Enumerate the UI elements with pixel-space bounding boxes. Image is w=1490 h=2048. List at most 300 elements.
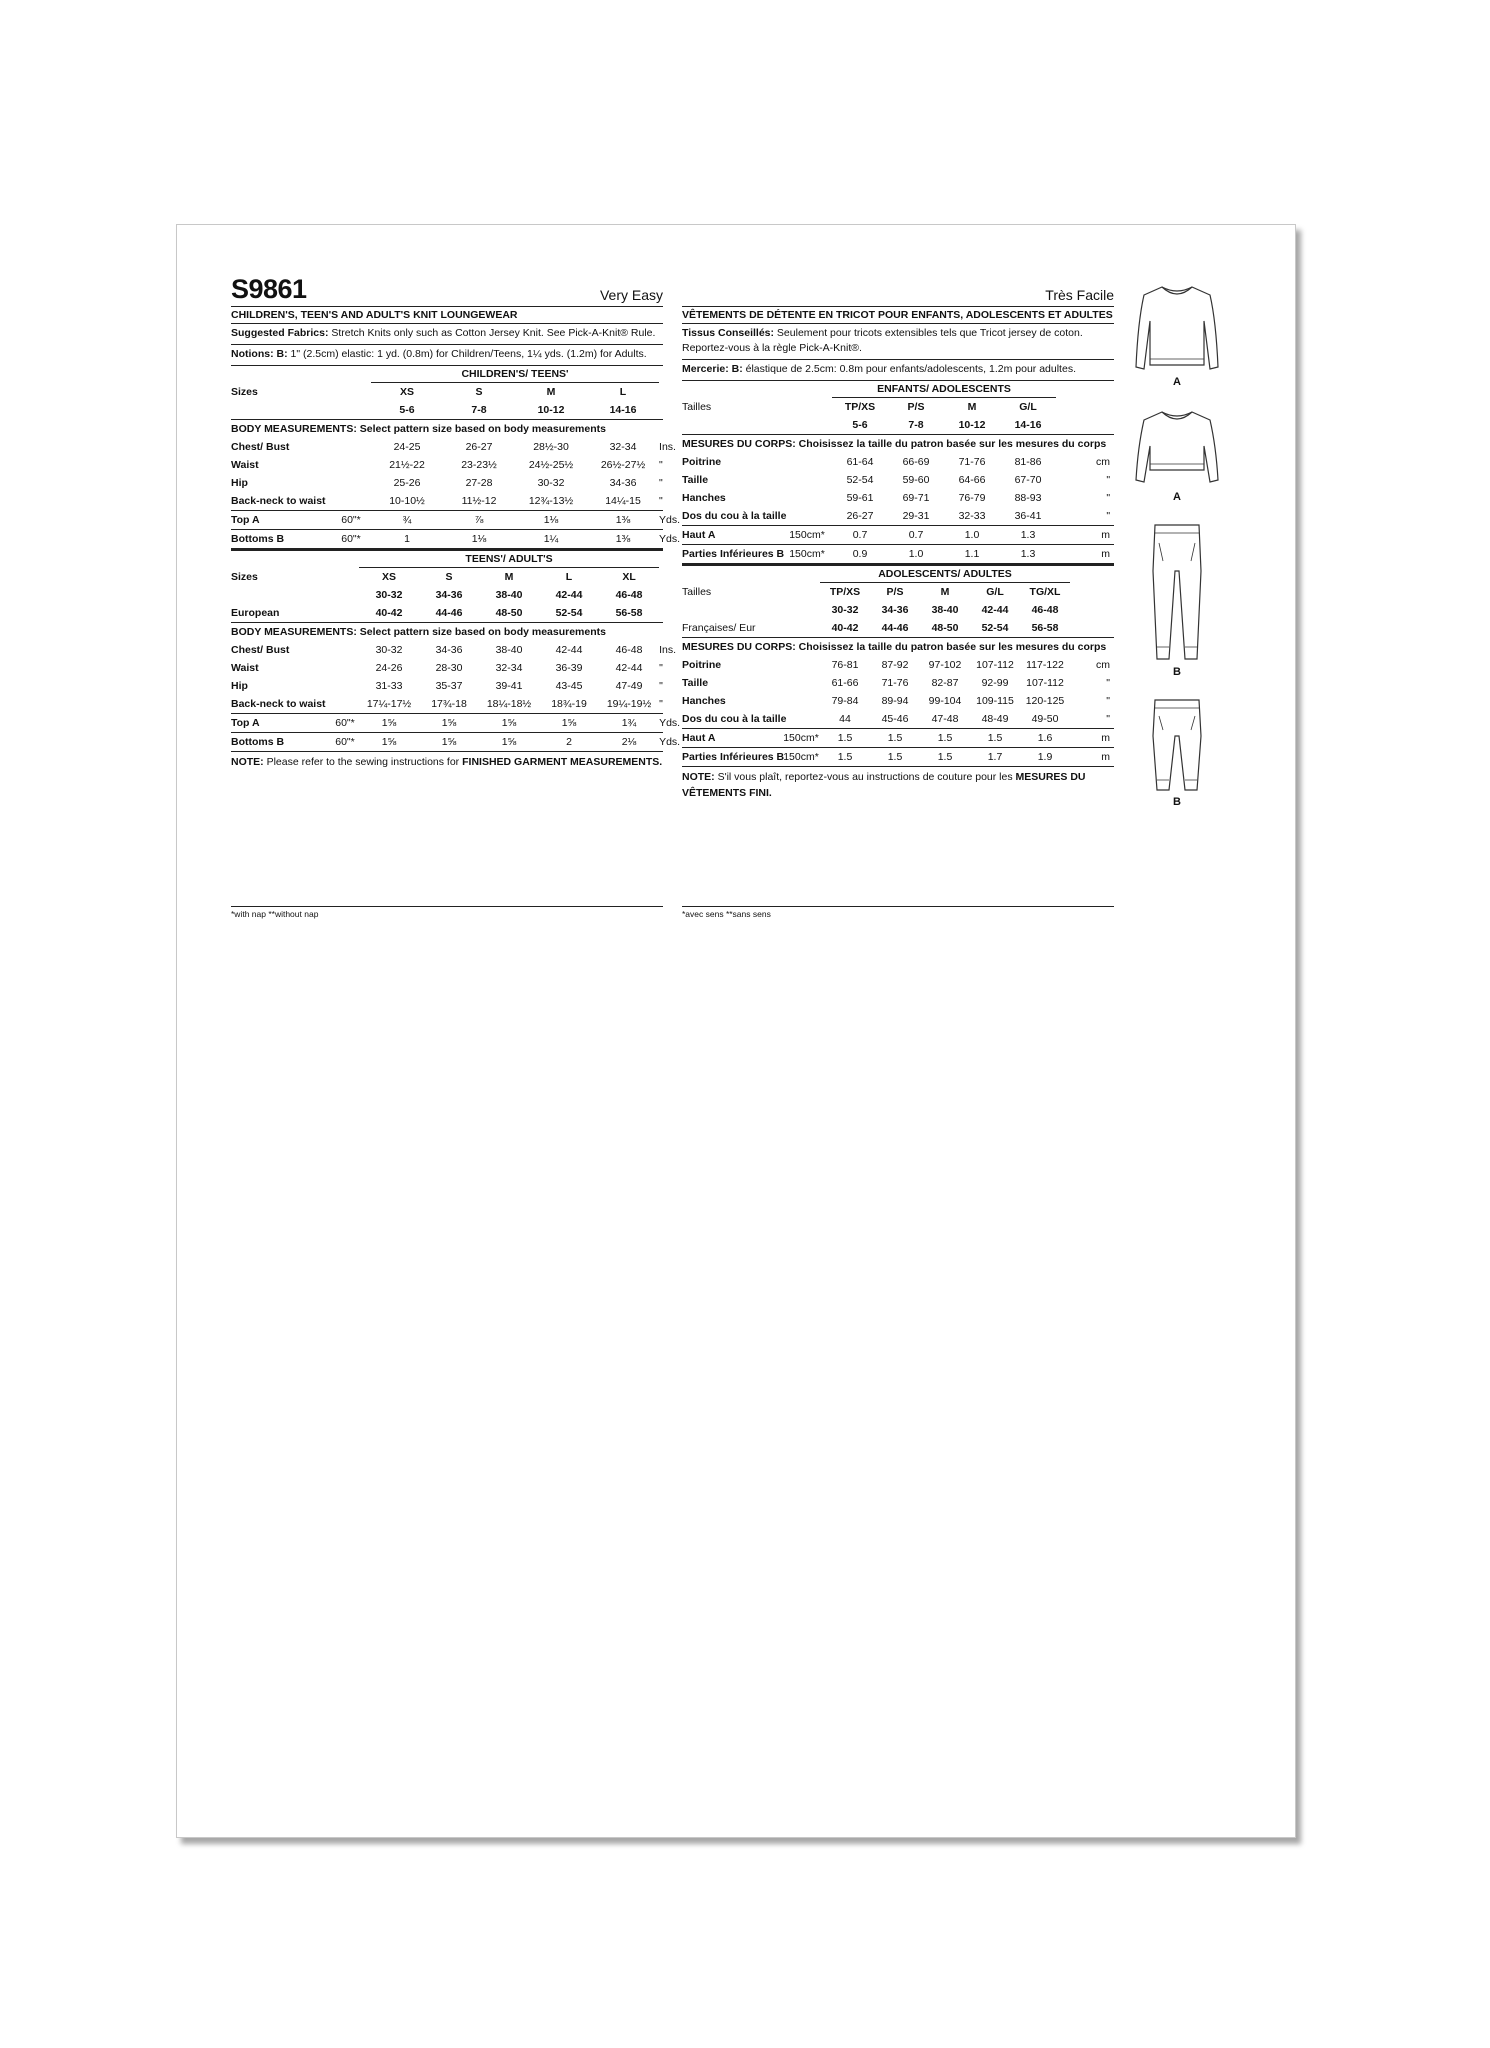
table-cell: 1.9: [1020, 748, 1070, 767]
suggested-fabrics: [231, 324, 663, 345]
table-row: [682, 526, 1114, 545]
text-fragment: Suggested Fabrics:: [231, 327, 329, 339]
footnote: *avec sens **sans sens: [682, 906, 1114, 919]
table-cell: 79-84: [831, 695, 859, 707]
table-row: [682, 545, 1114, 565]
table-cell: 26½-27½: [600, 459, 646, 471]
english-column: [231, 274, 681, 919]
group-header: CHILDREN'S/ TEENS': [371, 366, 659, 383]
table-cell: 87-92: [881, 659, 909, 671]
table-cell: 117-122: [1026, 659, 1064, 671]
garment-sketches: [1127, 281, 1227, 826]
table-row: [682, 566, 1114, 583]
text-fragment: 1" (2.5cm) elastic: 1 yd. (0.8m) for Children/Teens, 1¼ yds. (1.2m) for Adults.: [287, 348, 647, 360]
table-cell: 1: [371, 530, 443, 550]
table-row: [682, 674, 1114, 692]
table-cell: TG/XL: [1029, 586, 1061, 598]
table-cell: P/S: [907, 401, 925, 413]
suggested-fabrics: [682, 324, 1114, 360]
table-cell: 46-48: [1031, 604, 1059, 616]
table-cell: 5-6: [371, 401, 443, 420]
table-cell: 42-44: [615, 662, 643, 674]
table-cell: 10-12: [944, 416, 1000, 435]
table-cell: 42-44: [555, 644, 583, 656]
pattern-envelope-back: [176, 224, 1296, 1838]
table-cell: 45-46: [870, 710, 920, 729]
table-cell: 47-48: [920, 710, 970, 729]
table-cell: ": [1106, 492, 1111, 504]
sketch-top-a-long: [1127, 281, 1227, 388]
text-fragment: Seulement pour tricots extensibles tels que Tricot jersey de coton. Reportez-vous à la règle Pick-A-Knit®.: [682, 327, 1083, 354]
table-cell: 92-99: [981, 677, 1009, 689]
table-cell: ": [659, 662, 663, 674]
table-cell: m: [1070, 748, 1114, 767]
french-column: [682, 275, 1114, 919]
table-cell: ": [659, 492, 663, 511]
table-cell: 89-94: [881, 695, 909, 707]
table-cell: 150cm*: [782, 526, 832, 545]
table-cell: 36-41: [1000, 507, 1056, 526]
table-row: [231, 474, 663, 492]
table-cell: 107-112: [976, 659, 1014, 671]
table-cell: 40-42: [359, 604, 419, 623]
table-cell: 81-86: [1014, 456, 1042, 468]
text-fragment: B: [1173, 796, 1181, 808]
table-cell: Hip: [231, 680, 248, 692]
table-row: [682, 489, 1114, 507]
group-header: TEENS'/ ADULT'S: [359, 551, 659, 568]
table-cell: 109-115: [976, 695, 1014, 707]
table-row: [231, 366, 663, 383]
table-cell: 59-61: [846, 492, 874, 504]
table-cell: 71-76: [881, 677, 909, 689]
table-cell: XL: [622, 571, 636, 583]
table-cell: Parties Inférieures B: [682, 545, 782, 565]
table-row: [682, 656, 1114, 674]
table-cell: 36-39: [555, 662, 583, 674]
group-header: ADOLESCENTS/ ADULTES: [820, 566, 1070, 583]
table-cell: 31-33: [375, 680, 403, 692]
table-row: [682, 453, 1114, 471]
table-cell: m: [1070, 729, 1114, 748]
table-cell: Sizes: [231, 385, 258, 398]
note: [682, 767, 1114, 801]
table-cell: L: [619, 386, 627, 398]
table-cell: XS: [399, 386, 414, 398]
table-cell: 1.6: [1020, 729, 1070, 748]
table-row: [682, 619, 1114, 638]
table-cell: Haut A: [682, 526, 782, 545]
table-cell: M: [967, 401, 977, 413]
table-cell: 26-27: [832, 507, 888, 526]
table-cell: 26-27: [465, 441, 493, 453]
table-cell: TP/XS: [829, 586, 861, 598]
table-row: [231, 551, 663, 568]
table-cell: 14-16: [1000, 416, 1056, 435]
text-fragment: élastique de 2.5cm: 0.8m pour enfants/adolescents, 1.2m pour adultes.: [742, 363, 1076, 375]
table-cell: 46-48: [615, 644, 643, 656]
table-cell: Sizes: [231, 570, 258, 583]
table-cell: 60"*: [331, 511, 371, 530]
table-cell: M: [504, 571, 514, 583]
table-row: [682, 601, 1114, 619]
text-fragment: NOTE:: [231, 756, 264, 768]
table-cell: 18¾-19: [539, 695, 599, 714]
text-fragment: S'il vous plaît, reportez-vous au instructions de couture pour les: [714, 771, 1016, 783]
table-cell: 67-70: [1014, 474, 1042, 486]
table-cell: M: [940, 586, 950, 598]
table-row: [682, 381, 1114, 398]
table-cell: m: [1056, 545, 1114, 565]
sketch-bottoms-b-long: [1127, 521, 1227, 678]
table-cell: Taille: [682, 677, 709, 689]
table-cell: Hanches: [682, 695, 726, 707]
table-cell: ": [659, 459, 663, 471]
table-cell: S: [475, 386, 483, 398]
table-cell: 1⅝: [359, 733, 419, 752]
table-cell: 28½-30: [533, 441, 569, 453]
table-cell: 1.5: [920, 729, 970, 748]
text-fragment: B: [1173, 666, 1181, 678]
table-cell: 48-50: [479, 604, 539, 623]
table-cell: Yds.: [659, 530, 663, 550]
table-cell: 34-36: [435, 644, 463, 656]
table-cell: 30-32: [537, 477, 565, 489]
table-cell: 42-44: [981, 604, 1009, 616]
table-cell: 14-16: [587, 401, 659, 420]
table-cell: 60"*: [331, 733, 359, 752]
table-row: [682, 435, 1114, 454]
table-cell: 34-36: [881, 604, 909, 616]
table-cell: Haut A: [682, 729, 782, 748]
table-cell: 150cm*: [782, 545, 832, 565]
table-cell: 150cm*: [782, 729, 820, 748]
table-cell: 34-36: [435, 589, 463, 601]
table-cell: ¾: [371, 511, 443, 530]
table-cell: TP/XS: [844, 401, 876, 413]
table-cell: 88-93: [1014, 492, 1042, 504]
table-row: [231, 677, 663, 695]
sweatshirt-long-drawing: [1132, 281, 1222, 376]
table-cell: Hanches: [682, 492, 726, 504]
table-cell: 1.0: [888, 545, 944, 565]
table-cell: 1⅜: [587, 511, 659, 530]
table-cell: 1¼: [515, 530, 587, 550]
table-cell: Back-neck to waist: [231, 492, 331, 511]
table-cell: 49-50: [1020, 710, 1070, 729]
table-cell: Parties Inférieures B: [682, 748, 782, 767]
table-cell: 24-25: [393, 441, 421, 453]
table-cell: 1.5: [820, 748, 870, 767]
table-cell: 27-28: [465, 477, 493, 489]
sweatshirt-short-drawing: [1132, 406, 1222, 491]
table-cell: ": [1106, 677, 1110, 689]
table-cell: ": [1070, 710, 1114, 729]
table-row: [231, 511, 663, 530]
table-row: [231, 659, 663, 677]
table-row: [231, 714, 663, 733]
table-cell: 1.5: [920, 748, 970, 767]
size-table-adults: [682, 566, 1114, 767]
table-cell: 60"*: [331, 530, 371, 550]
sketch-bottoms-b-short: [1127, 696, 1227, 808]
pattern-title: VÊTEMENTS DE DÉTENTE EN TRICOT POUR ENFANTS, ADOLESCENTS ET ADULTES: [682, 306, 1114, 324]
table-row: [231, 604, 663, 623]
table-row: [682, 583, 1114, 602]
notions: [682, 360, 1114, 381]
table-cell: 30-32: [375, 589, 403, 601]
table-cell: ": [659, 695, 663, 714]
table-cell: 2: [539, 733, 599, 752]
table-cell: 61-66: [831, 677, 859, 689]
table-cell: 69-71: [902, 492, 930, 504]
text-fragment: MESURES DU VÊTEMENTS FINI.: [682, 771, 1086, 799]
table-cell: Back-neck to waist: [231, 695, 331, 714]
table-cell: ": [1106, 695, 1110, 707]
table-cell: 56-58: [1020, 619, 1070, 638]
table-row: [682, 729, 1114, 748]
table-cell: 48-49: [970, 710, 1020, 729]
table-cell: ": [1056, 507, 1114, 526]
table-cell: 42-44: [555, 589, 583, 601]
table-cell: Yds.: [659, 733, 663, 752]
table-cell: 1.5: [970, 729, 1020, 748]
table-cell: 11½-12: [443, 492, 515, 511]
table-cell: 35-37: [435, 680, 463, 692]
table-cell: 28-30: [435, 662, 463, 674]
table-cell: 99-104: [928, 695, 962, 707]
table-cell: 1⅛: [515, 511, 587, 530]
table-cell: 10-12: [515, 401, 587, 420]
table-cell: 38-40: [495, 589, 523, 601]
table-cell: M: [546, 386, 556, 398]
table-cell: 46-48: [615, 589, 643, 601]
table-cell: 56-58: [599, 604, 659, 623]
text-fragment: A: [1173, 491, 1181, 503]
table-cell: G/L: [986, 586, 1004, 598]
table-row: [231, 586, 663, 604]
table-cell: cm: [1096, 456, 1111, 468]
table-cell: 7-8: [888, 416, 944, 435]
table-cell: Ins.: [659, 644, 676, 656]
table-row: [231, 733, 663, 752]
table-cell: 76-81: [831, 659, 859, 671]
table-cell: 48-50: [920, 619, 970, 638]
size-table-adults: [231, 551, 681, 752]
table-cell: 0.9: [832, 545, 888, 565]
table-cell: 5-6: [832, 416, 888, 435]
table-cell: 32-33: [944, 507, 1000, 526]
text-fragment: NOTE:: [682, 771, 715, 783]
table-cell: ": [1106, 474, 1111, 486]
table-cell: 21½-22: [389, 459, 425, 471]
text-fragment: Mercerie: B:: [682, 363, 743, 375]
table-cell: 1.5: [870, 748, 920, 767]
table-row: [231, 438, 663, 456]
table-row: [231, 623, 663, 642]
table-row: [682, 398, 1114, 417]
table-cell: 40-42: [820, 619, 870, 638]
table-cell: 71-76: [958, 456, 986, 468]
table-row: [682, 748, 1114, 767]
table-cell: Hip: [231, 477, 248, 489]
table-cell: 7-8: [443, 401, 515, 420]
text-fragment: Notions: B:: [231, 348, 288, 360]
note: [231, 752, 663, 770]
body-measurements-heading: MESURES DU CORPS: Choisissez la taille du patron basée sur les mesures du corps: [682, 641, 1107, 653]
table-cell: 2⅛: [599, 733, 659, 752]
table-cell: 1⅝: [479, 714, 539, 733]
table-cell: 29-31: [888, 507, 944, 526]
table-cell: 25-26: [393, 477, 421, 489]
table-row: [231, 530, 663, 550]
table-row: [682, 710, 1114, 729]
table-row: [231, 695, 663, 714]
sketch-top-a-short: [1127, 406, 1227, 503]
table-cell: Taille: [682, 474, 709, 486]
table-cell: 32-34: [495, 662, 523, 674]
pattern-title: CHILDREN'S, TEEN'S AND ADULT'S KNIT LOUNGEWEAR: [231, 306, 663, 324]
footnote: *with nap **without nap: [231, 906, 663, 919]
body-measurements-heading: BODY MEASUREMENTS: Select pattern size based on body measurements: [231, 626, 606, 638]
table-cell: ": [659, 680, 663, 692]
table-cell: 44-46: [419, 604, 479, 623]
table-row: [682, 471, 1114, 489]
difficulty: Très Facile: [1045, 287, 1114, 303]
table-cell: 76-79: [958, 492, 986, 504]
table-cell: 52-54: [970, 619, 1020, 638]
table-cell: Tailles: [682, 400, 712, 413]
table-cell: 44: [820, 710, 870, 729]
table-cell: 1⅝: [539, 714, 599, 733]
table-cell: 47-49: [615, 680, 643, 692]
table-cell: 10-10½: [371, 492, 443, 511]
size-table-children: [682, 381, 1114, 566]
table-cell: 17¾-18: [419, 695, 479, 714]
table-cell: S: [445, 571, 453, 583]
body-measurements-heading: BODY MEASUREMENTS: Select pattern size based on body measurements: [231, 423, 606, 435]
difficulty: Very Easy: [599, 287, 663, 303]
table-cell: 0.7: [832, 526, 888, 545]
table-cell: 24-26: [375, 662, 403, 674]
table-cell: 1.7: [970, 748, 1020, 767]
table-cell: m: [1056, 526, 1114, 545]
table-row: [682, 692, 1114, 710]
table-cell: 43-45: [555, 680, 583, 692]
table-cell: 1¾: [599, 714, 659, 733]
joggers-long-drawing: [1147, 521, 1207, 666]
table-cell: Poitrine: [682, 659, 722, 671]
table-cell: cm: [1096, 659, 1110, 671]
table-cell: Dos du cou à la taille: [682, 507, 782, 526]
table-cell: Top A: [231, 714, 331, 733]
table-cell: 1.5: [820, 729, 870, 748]
text-fragment: A: [1173, 376, 1181, 388]
table-cell: 39-41: [495, 680, 523, 692]
table-cell: 1.3: [1000, 526, 1056, 545]
table-cell: 30-32: [831, 604, 859, 616]
table-cell: 97-102: [928, 659, 962, 671]
table-row: [231, 383, 663, 402]
table-cell: Tailles: [682, 585, 712, 598]
table-cell: 38-40: [931, 604, 959, 616]
size-table-children: [231, 366, 681, 551]
table-cell: Bottoms B: [231, 733, 331, 752]
table-cell: 32-34: [609, 441, 637, 453]
table-cell: 64-66: [958, 474, 986, 486]
table-cell: 12¾-13½: [515, 492, 587, 511]
table-cell: 1⅝: [419, 733, 479, 752]
table-cell: 1⅝: [479, 733, 539, 752]
table-cell: 0.7: [888, 526, 944, 545]
table-cell: 107-112: [1026, 677, 1064, 689]
table-cell: Waist: [231, 459, 259, 471]
group-header: ENFANTS/ ADOLESCENTS: [832, 381, 1056, 398]
text-fragment: Stretch Knits only such as Cotton Jersey Knit. See Pick-A-Knit® Rule.: [328, 327, 656, 339]
table-cell: XS: [381, 571, 396, 583]
table-cell: 19¼-19½: [599, 695, 659, 714]
table-row: [682, 507, 1114, 526]
table-cell: Top A: [231, 511, 331, 530]
table-cell: 23-23½: [461, 459, 497, 471]
table-row: [231, 641, 663, 659]
table-cell: ⅞: [443, 511, 515, 530]
table-cell: 17¼-17½: [359, 695, 419, 714]
table-cell: P/S: [886, 586, 904, 598]
table-cell: 1.5: [870, 729, 920, 748]
pattern-number: S9861: [231, 274, 307, 304]
table-row: [231, 568, 663, 587]
table-cell: 66-69: [902, 456, 930, 468]
table-cell: Bottoms B: [231, 530, 331, 550]
notions: [231, 345, 663, 366]
table-cell: Waist: [231, 662, 259, 674]
table-cell: Ins.: [659, 441, 676, 453]
table-cell: G/L: [1019, 401, 1037, 413]
table-cell: 60"*: [331, 714, 359, 733]
table-cell: 1⅜: [587, 530, 659, 550]
table-cell: 34-36: [609, 477, 637, 489]
table-cell: 24½-25½: [528, 459, 574, 471]
table-cell: Chest/ Bust: [231, 441, 290, 453]
table-cell: 120-125: [1025, 695, 1065, 707]
text-fragment: Tissus Conseillés:: [682, 327, 775, 339]
table-cell: 59-60: [902, 474, 930, 486]
table-cell: 1⅝: [419, 714, 479, 733]
table-cell: Françaises/ Eur: [682, 619, 782, 638]
table-cell: 38-40: [495, 644, 523, 656]
table-cell: Chest/ Bust: [231, 644, 290, 656]
table-cell: 52-54: [846, 474, 874, 486]
text-fragment: Please refer to the sewing instructions for: [263, 756, 463, 768]
joggers-short-drawing: [1147, 696, 1207, 796]
text-fragment: FINISHED GARMENT MEASUREMENTS.: [462, 756, 663, 768]
table-cell: Yds.: [659, 511, 663, 530]
table-cell: 30-32: [375, 644, 403, 656]
table-cell: L: [565, 571, 573, 583]
table-cell: 1.1: [944, 545, 1000, 565]
table-cell: ": [659, 477, 663, 489]
table-cell: 44-46: [870, 619, 920, 638]
table-cell: 18¼-18½: [479, 695, 539, 714]
table-cell: Yds.: [659, 714, 663, 733]
table-cell: Dos du cou à la taille: [682, 710, 782, 729]
table-row: [682, 416, 1114, 435]
table-cell: 61-64: [846, 456, 874, 468]
table-cell: 1⅛: [443, 530, 515, 550]
table-row: [231, 420, 663, 439]
table-cell: 1⅝: [359, 714, 419, 733]
